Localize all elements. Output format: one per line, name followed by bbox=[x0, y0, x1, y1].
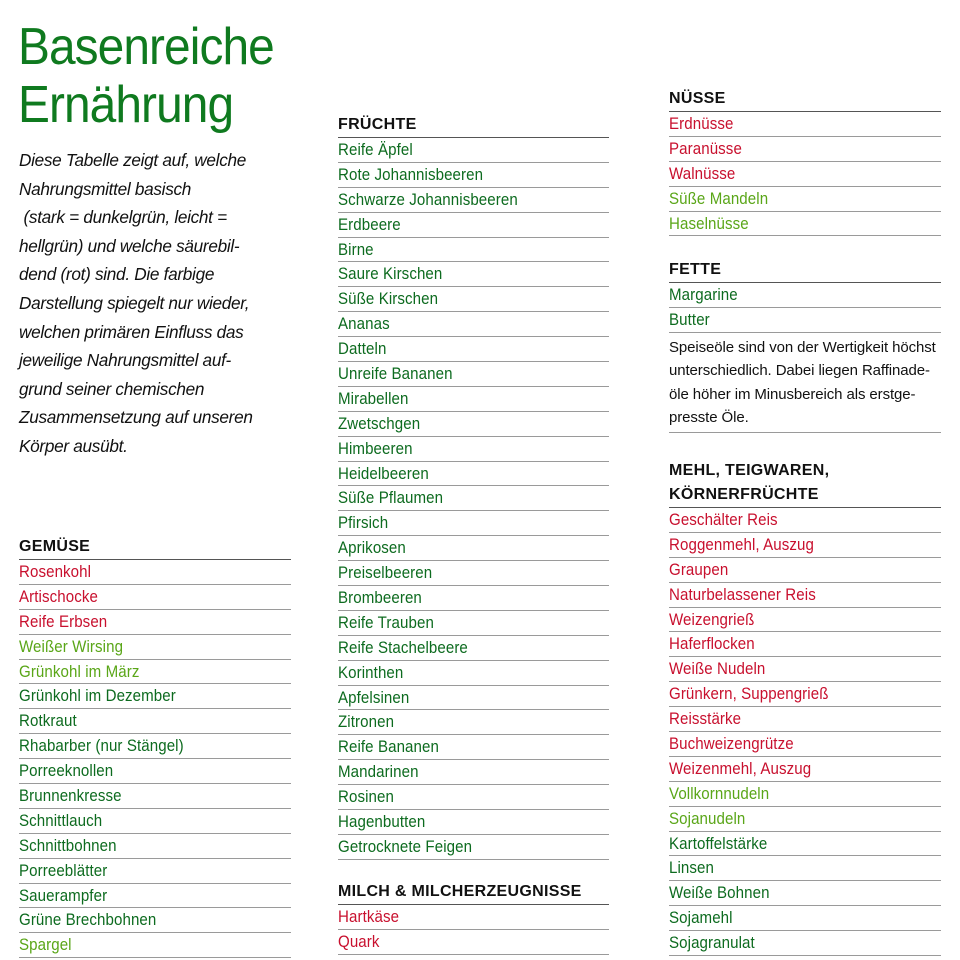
food-item-label: Schnittbohnen bbox=[19, 836, 117, 855]
food-item-label: Zitronen bbox=[338, 713, 395, 732]
food-item-label: Reife Trauben bbox=[338, 613, 434, 632]
intro-line: Körper ausübt. bbox=[19, 435, 128, 456]
food-item bbox=[338, 412, 609, 437]
food-item-label: Datteln bbox=[338, 340, 387, 359]
food-item-label: Grünkern, Suppengrieß bbox=[669, 685, 829, 704]
food-item bbox=[338, 486, 609, 511]
food-item bbox=[669, 583, 941, 608]
food-item-label: Grünkohl im März bbox=[19, 662, 140, 681]
food-item-label: Hartkäse bbox=[338, 908, 400, 926]
food-item bbox=[338, 138, 609, 163]
intro-line: grund seiner chemischen bbox=[19, 378, 205, 399]
food-item-label: Zwetschgen bbox=[338, 414, 421, 433]
food-item bbox=[669, 162, 941, 187]
food-item bbox=[338, 287, 609, 312]
page-title-line-1: Basenreiche bbox=[18, 18, 274, 76]
food-item bbox=[338, 785, 609, 810]
food-item-label: Schnittlauch bbox=[19, 811, 103, 830]
food-item bbox=[338, 362, 609, 387]
section-heading: MILCH & MILCHERZEUGNISSE bbox=[338, 880, 609, 905]
food-item-label: Rhabarber (nur Stängel) bbox=[19, 737, 184, 756]
intro-line: hellgrün) und welche säurebil- bbox=[19, 235, 240, 256]
food-item-label: Porreeknollen bbox=[19, 762, 114, 781]
section-heading-line-2: KÖRNERFRÜCHTE bbox=[669, 486, 819, 503]
section-mehl bbox=[669, 459, 941, 956]
food-item bbox=[669, 112, 941, 137]
food-item-label: Süße Kirschen bbox=[338, 290, 439, 309]
food-item-label: Weiße Bohnen bbox=[669, 884, 770, 903]
food-item bbox=[338, 312, 609, 337]
food-item-label: Heidelbeeren bbox=[338, 464, 429, 483]
food-item bbox=[338, 661, 609, 686]
food-item-label: Reife Stachelbeere bbox=[338, 638, 468, 657]
food-item bbox=[669, 533, 941, 558]
food-item-label: Saure Kirschen bbox=[338, 265, 443, 284]
food-item bbox=[338, 586, 609, 611]
page-title-line-2: Ernährung bbox=[18, 76, 234, 134]
page-title bbox=[18, 18, 294, 134]
food-item bbox=[669, 931, 941, 956]
food-item bbox=[669, 187, 941, 212]
food-item bbox=[19, 684, 291, 709]
food-item-label: Vollkornnudeln bbox=[669, 784, 770, 803]
food-item bbox=[19, 610, 291, 635]
intro-line: dend (rot) sind. Die farbige bbox=[19, 264, 215, 285]
food-item-label: Weiße Nudeln bbox=[669, 660, 766, 679]
food-item-label: Aprikosen bbox=[338, 539, 406, 558]
oil-note-line: öle höher im Minusbereich als erstge- bbox=[669, 385, 916, 403]
intro-line: jeweilige Nahrungsmittel auf- bbox=[19, 350, 231, 371]
food-item bbox=[19, 585, 291, 610]
food-item-label: Brunnenkresse bbox=[19, 787, 122, 806]
food-item bbox=[669, 832, 941, 857]
food-item-label: Rotkraut bbox=[19, 712, 77, 731]
food-item bbox=[19, 734, 291, 759]
food-item bbox=[19, 933, 291, 958]
food-item bbox=[669, 632, 941, 657]
food-item-label: Paranüsse bbox=[669, 139, 742, 158]
food-item-label: Mandarinen bbox=[338, 763, 419, 782]
section-heading-line-1: MEHL, TEIGWAREN, bbox=[669, 462, 830, 479]
food-item-label: Hagenbutten bbox=[338, 813, 426, 832]
food-item bbox=[669, 757, 941, 782]
food-item-label: Kartoffelstärke bbox=[669, 834, 768, 853]
food-item-label: Sojamehl bbox=[669, 909, 733, 928]
food-item-label: Grüne Brechbohnen bbox=[19, 911, 157, 930]
food-item bbox=[19, 809, 291, 834]
food-item bbox=[338, 337, 609, 362]
section-heading: GEMÜSE bbox=[19, 535, 291, 560]
food-item bbox=[669, 308, 941, 333]
food-item-label: Ananas bbox=[338, 315, 390, 334]
section-heading bbox=[669, 459, 941, 508]
food-item-label: Korinthen bbox=[338, 663, 404, 682]
intro-line: Nahrungsmittel basisch bbox=[19, 178, 192, 199]
food-item bbox=[338, 636, 609, 661]
food-item bbox=[19, 834, 291, 859]
food-item bbox=[669, 856, 941, 881]
food-item bbox=[338, 760, 609, 785]
intro-line: Diese Tabelle zeigt auf, welche bbox=[19, 150, 247, 170]
food-item-label: Apfelsinen bbox=[338, 688, 410, 707]
food-item-label: Weißer Wirsing bbox=[19, 637, 124, 656]
food-item bbox=[669, 782, 941, 807]
food-item bbox=[338, 536, 609, 561]
food-item-label: Buchweizengrütze bbox=[669, 735, 794, 754]
food-item bbox=[338, 930, 609, 955]
section-milch bbox=[338, 880, 609, 955]
food-item bbox=[338, 188, 609, 213]
food-item-label: Preiselbeeren bbox=[338, 564, 433, 583]
food-item-label: Naturbelassener Reis bbox=[669, 585, 816, 604]
food-item-label: Süße Pflaumen bbox=[338, 489, 444, 508]
food-item bbox=[338, 735, 609, 760]
oil-note-line: unterschiedlich. Dabei liegen Raffinade- bbox=[669, 362, 930, 380]
food-item-label: Mirabellen bbox=[338, 389, 409, 408]
food-item-label: Rosenkohl bbox=[19, 563, 92, 581]
food-item-label: Roggenmehl, Auszug bbox=[669, 535, 815, 554]
food-item bbox=[669, 906, 941, 931]
food-item bbox=[338, 238, 609, 263]
food-item-label: Weizenmehl, Auszug bbox=[669, 759, 812, 778]
food-item bbox=[338, 437, 609, 462]
oil-note-line: Speiseöle sind von der Wertigkeit höchst bbox=[669, 338, 936, 356]
food-item-label: Getrocknete Feigen bbox=[338, 837, 473, 856]
food-item bbox=[19, 660, 291, 685]
food-item bbox=[338, 710, 609, 735]
food-item bbox=[338, 905, 609, 930]
food-item bbox=[19, 908, 291, 933]
food-item bbox=[338, 686, 609, 711]
food-item bbox=[19, 759, 291, 784]
intro-line: Zusammensetzung auf unseren bbox=[19, 407, 253, 428]
food-item bbox=[19, 884, 291, 909]
food-item bbox=[669, 508, 941, 533]
food-item-label: Erdbeere bbox=[338, 215, 401, 234]
food-item bbox=[338, 810, 609, 835]
food-item-label: Erdnüsse bbox=[669, 115, 734, 133]
food-item-label: Artischocke bbox=[19, 587, 98, 606]
food-item bbox=[669, 881, 941, 906]
intro-line: Darstellung spiegelt nur wieder, bbox=[19, 292, 250, 313]
food-item-label: Haferflocken bbox=[669, 635, 755, 654]
food-item bbox=[19, 859, 291, 884]
food-item bbox=[338, 835, 609, 860]
food-item bbox=[19, 635, 291, 660]
food-item bbox=[338, 213, 609, 238]
food-item bbox=[338, 262, 609, 287]
food-item-label: Rosinen bbox=[338, 788, 394, 807]
food-item bbox=[669, 137, 941, 162]
food-item-label: Sojagranulat bbox=[669, 934, 755, 953]
food-item-label: Schwarze Johannisbeeren bbox=[338, 190, 518, 209]
section-nuesse bbox=[669, 87, 941, 236]
food-item bbox=[669, 657, 941, 682]
food-item bbox=[19, 784, 291, 809]
intro-text bbox=[19, 146, 294, 461]
intro-line: (stark = dunkelgrün, leicht = bbox=[19, 207, 227, 228]
food-item-label: Sojanudeln bbox=[669, 809, 746, 828]
food-item-label: Rote Johannisbeeren bbox=[338, 165, 484, 184]
intro-line: welchen primären Einfluss das bbox=[19, 321, 244, 342]
food-item-label: Quark bbox=[338, 932, 380, 951]
section-heading: FRÜCHTE bbox=[338, 113, 609, 138]
food-item-label: Graupen bbox=[669, 560, 729, 579]
food-item bbox=[669, 608, 941, 633]
food-item-label: Sauerampfer bbox=[19, 886, 108, 905]
food-item-label: Himbeeren bbox=[338, 439, 413, 458]
food-item bbox=[669, 707, 941, 732]
section-fruechte bbox=[338, 113, 609, 860]
food-item bbox=[19, 709, 291, 734]
food-item-label: Butter bbox=[669, 310, 710, 329]
food-item-label: Brombeeren bbox=[338, 589, 422, 608]
food-item-label: Unreife Bananen bbox=[338, 365, 453, 384]
section-fette bbox=[669, 258, 941, 433]
food-item bbox=[338, 611, 609, 636]
food-item bbox=[338, 387, 609, 412]
section-heading: FETTE bbox=[669, 258, 941, 283]
food-item-label: Reisstärke bbox=[669, 710, 742, 729]
food-item bbox=[338, 163, 609, 188]
food-item bbox=[669, 732, 941, 757]
food-item-label: Birne bbox=[338, 240, 374, 259]
food-item bbox=[338, 462, 609, 487]
oil-note bbox=[669, 333, 941, 433]
food-item bbox=[19, 560, 291, 585]
food-item-label: Walnüsse bbox=[669, 164, 736, 183]
food-item-label: Pfirsich bbox=[338, 514, 389, 533]
food-item-label: Spargel bbox=[19, 936, 72, 955]
food-item bbox=[669, 807, 941, 832]
food-item-label: Geschälter Reis bbox=[669, 511, 778, 529]
food-item-label: Porreeblätter bbox=[19, 861, 108, 880]
food-item-label: Margarine bbox=[669, 286, 738, 304]
food-item bbox=[669, 212, 941, 237]
food-item bbox=[669, 682, 941, 707]
food-item bbox=[338, 511, 609, 536]
food-item bbox=[669, 558, 941, 583]
food-item-label: Haselnüsse bbox=[669, 214, 749, 233]
food-item-label: Linsen bbox=[669, 859, 714, 878]
section-gemuese bbox=[19, 535, 291, 958]
food-item-label: Reife Bananen bbox=[338, 738, 439, 757]
food-item-label: Reife Äpfel bbox=[338, 141, 413, 159]
oil-note-line: presste Öle. bbox=[669, 409, 749, 427]
food-item bbox=[338, 561, 609, 586]
food-item bbox=[669, 283, 941, 308]
section-heading: NÜSSE bbox=[669, 87, 941, 112]
food-item-label: Weizengrieß bbox=[669, 610, 755, 629]
food-item-label: Süße Mandeln bbox=[669, 189, 769, 208]
food-item-label: Grünkohl im Dezember bbox=[19, 687, 176, 706]
food-item-label: Reife Erbsen bbox=[19, 612, 108, 631]
